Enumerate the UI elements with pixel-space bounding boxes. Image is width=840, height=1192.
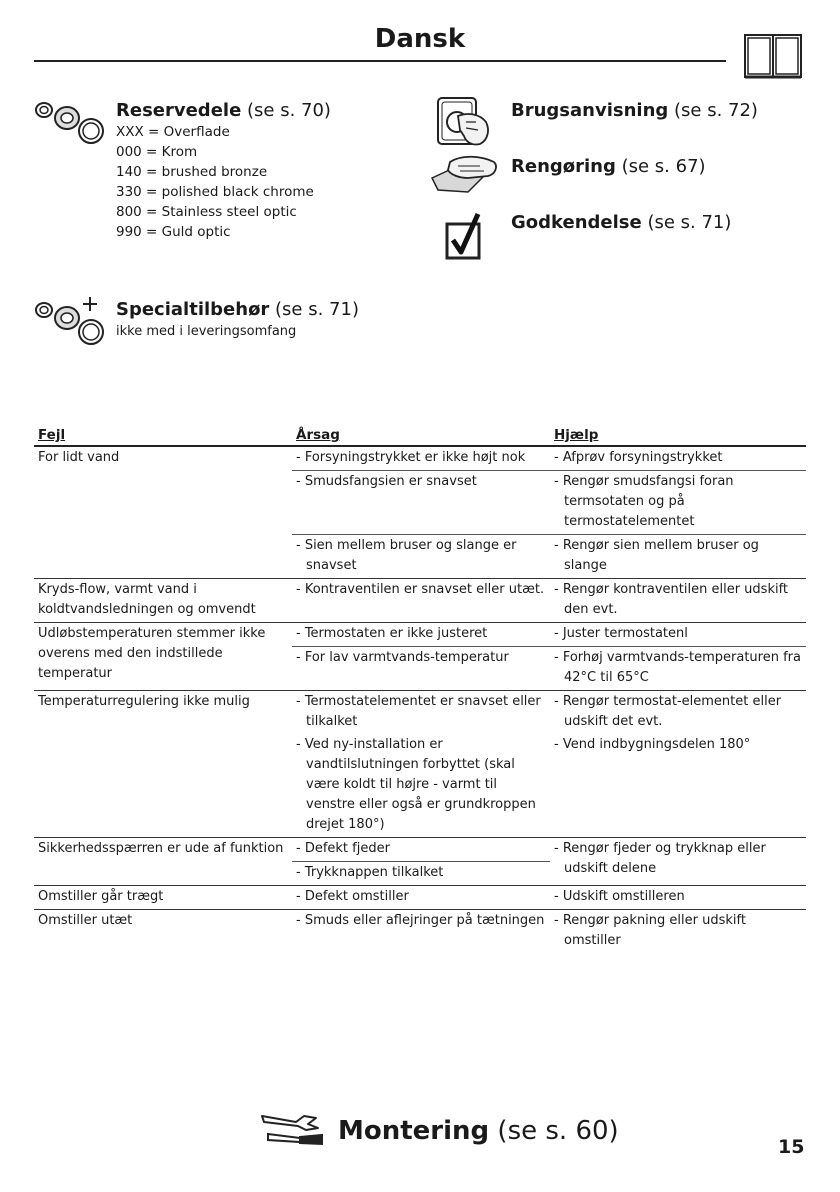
help-text: - Udskift omstilleren bbox=[554, 889, 685, 904]
cause-cell bbox=[292, 579, 550, 623]
help-text: - Juster termostatenl bbox=[554, 626, 688, 641]
list-item: 140 = brushed bronze bbox=[116, 164, 268, 180]
help-cell bbox=[550, 623, 806, 647]
help-cell bbox=[550, 647, 806, 691]
cause-cell bbox=[292, 862, 550, 886]
list-item: XXX = Overflade bbox=[116, 124, 230, 140]
instructions-heading bbox=[511, 100, 758, 121]
fault-cell bbox=[34, 862, 292, 886]
footer-ref: (se s. 60) bbox=[489, 1116, 619, 1146]
cleaning-title: Rengøring bbox=[511, 156, 616, 177]
cause-cell bbox=[292, 910, 550, 954]
help-text: - Rengør termostat-elementet eller udskift det evt. bbox=[554, 694, 782, 729]
cause-text: - For lav varmtvands-temperatur bbox=[296, 650, 509, 665]
approval-title: Godkendelse bbox=[511, 212, 642, 233]
col-header-cause: Årsag bbox=[292, 427, 550, 446]
title-rule bbox=[34, 60, 726, 62]
fault-cell: Kryds-flow, varmt vand i koldtvandsledningen og omvendt bbox=[34, 579, 292, 623]
accessories-title: Specialtilbehør bbox=[116, 299, 270, 320]
list-item: 800 = Stainless steel optic bbox=[116, 204, 297, 220]
wrench-screwdriver-icon bbox=[256, 1108, 328, 1148]
cause-text: - Forsyningstrykket er ikke højt nok bbox=[296, 450, 526, 465]
list-item: 330 = polished black chrome bbox=[116, 184, 314, 200]
cause-cell bbox=[292, 446, 550, 471]
help-text: - Rengør kontraventilen eller udskift den evt. bbox=[554, 582, 789, 617]
cause-text: - Ved ny-installation er vandtilslutningen forbyttet (skal være koldt til højre - varmt til venstre eller også er grundkroppen drejet 180°) bbox=[296, 737, 536, 832]
fault-cell bbox=[34, 471, 292, 535]
cause-text: - Defekt omstiller bbox=[296, 889, 409, 904]
help-cell bbox=[550, 471, 806, 535]
help-cell bbox=[550, 535, 806, 579]
cause-text: - Smudsfangsien er snavset bbox=[296, 474, 477, 489]
help-text: - Rengør sien mellem bruser og slange bbox=[554, 538, 759, 573]
help-cell bbox=[550, 838, 806, 886]
table-row bbox=[34, 910, 806, 954]
cause-cell bbox=[292, 838, 550, 862]
list-item: 990 = Guld optic bbox=[116, 224, 231, 240]
instructions-ref: (se s. 72) bbox=[668, 100, 758, 121]
page-number: 15 bbox=[778, 1136, 805, 1158]
cause-text: - Defekt fjeder bbox=[296, 841, 390, 856]
table-row bbox=[34, 838, 806, 862]
approval-heading bbox=[511, 212, 731, 233]
cause-cell bbox=[292, 535, 550, 579]
spare-parts-title: Reservedele bbox=[116, 100, 242, 121]
cause-text: - Smuds eller aflejringer på tætningen bbox=[296, 913, 545, 928]
cause-text: - Termostaten er ikke justeret bbox=[296, 626, 488, 641]
help-text: - Vend indbygningsdelen 180° bbox=[554, 737, 751, 752]
cause-text: - Termostatelementet er snavset eller tilkalket bbox=[296, 694, 541, 729]
table-row bbox=[34, 691, 806, 735]
cleaning-ref: (se s. 67) bbox=[615, 156, 706, 177]
cause-cell bbox=[292, 471, 550, 535]
help-text: - Rengør fjeder og trykknap eller udskift delene bbox=[554, 841, 766, 876]
table-row bbox=[34, 471, 806, 535]
cause-text: - Trykknappen tilkalket bbox=[296, 865, 444, 880]
hand-dial-icon bbox=[432, 92, 494, 150]
accessories-heading bbox=[116, 299, 359, 320]
footer-title: Montering bbox=[338, 1116, 490, 1146]
table-row bbox=[34, 579, 806, 623]
accessories-note: ikke med i leveringsomfang bbox=[116, 324, 297, 339]
accessories-icon bbox=[34, 296, 106, 348]
table-row bbox=[34, 623, 806, 647]
page-title: Dansk bbox=[374, 24, 466, 54]
fault-cell: Omstiller utæt bbox=[34, 910, 292, 954]
help-cell bbox=[550, 734, 806, 838]
help-cell bbox=[550, 886, 806, 910]
help-cell bbox=[550, 691, 806, 735]
footer-heading bbox=[338, 1116, 619, 1146]
help-text: - Forhøj varmtvands-temperaturen fra 42°C til 65°C bbox=[554, 650, 801, 685]
cause-cell bbox=[292, 886, 550, 910]
fault-cell: Omstiller går trægt bbox=[34, 886, 292, 910]
table-row bbox=[34, 734, 806, 838]
spare-parts-icon bbox=[34, 98, 106, 148]
list-item: 000 = Krom bbox=[116, 144, 198, 160]
fault-cell bbox=[34, 535, 292, 579]
cause-cell bbox=[292, 734, 550, 838]
checkbox-icon bbox=[444, 212, 484, 260]
troubleshooting-table bbox=[34, 427, 806, 953]
instructions-title: Brugsanvisning bbox=[511, 100, 669, 121]
book-icon bbox=[744, 34, 802, 80]
spare-parts-list bbox=[116, 122, 314, 242]
spare-parts-ref: (se s. 70) bbox=[241, 100, 331, 121]
table-row bbox=[34, 886, 806, 910]
help-cell bbox=[550, 579, 806, 623]
fault-cell: Udløbstemperaturen stemmer ikke overens med den indstillede temperatur bbox=[34, 623, 292, 691]
col-header-fault: Fejl bbox=[34, 427, 292, 446]
table-row bbox=[34, 446, 806, 471]
cause-text: - Kontraventilen er snavset eller utæt. bbox=[296, 582, 545, 597]
fault-cell bbox=[34, 734, 292, 838]
cause-cell bbox=[292, 623, 550, 647]
fault-cell: For lidt vand bbox=[34, 446, 292, 471]
help-cell bbox=[550, 446, 806, 471]
table-row bbox=[34, 535, 806, 579]
approval-ref: (se s. 71) bbox=[641, 212, 732, 233]
help-text: - Afprøv forsyningstrykket bbox=[554, 450, 723, 465]
table-header-row bbox=[34, 427, 806, 446]
help-text: - Rengør smudsfangsi foran termsotaten og på termostatelementet bbox=[554, 474, 734, 529]
cause-text: - Sien mellem bruser og slange er snavset bbox=[296, 538, 517, 573]
help-cell bbox=[550, 910, 806, 954]
spare-parts-heading bbox=[116, 100, 331, 121]
cleaning-cloth-icon bbox=[428, 152, 500, 198]
fault-cell: Sikkerhedsspærren er ude af funktion bbox=[34, 838, 292, 862]
col-header-help: Hjælp bbox=[550, 427, 806, 446]
accessories-ref: (se s. 71) bbox=[269, 299, 359, 320]
fault-cell: Temperaturregulering ikke mulig bbox=[34, 691, 292, 735]
cleaning-heading bbox=[511, 156, 706, 177]
cause-cell bbox=[292, 647, 550, 691]
cause-cell bbox=[292, 691, 550, 735]
help-text: - Rengør pakning eller udskift omstiller bbox=[554, 913, 746, 948]
